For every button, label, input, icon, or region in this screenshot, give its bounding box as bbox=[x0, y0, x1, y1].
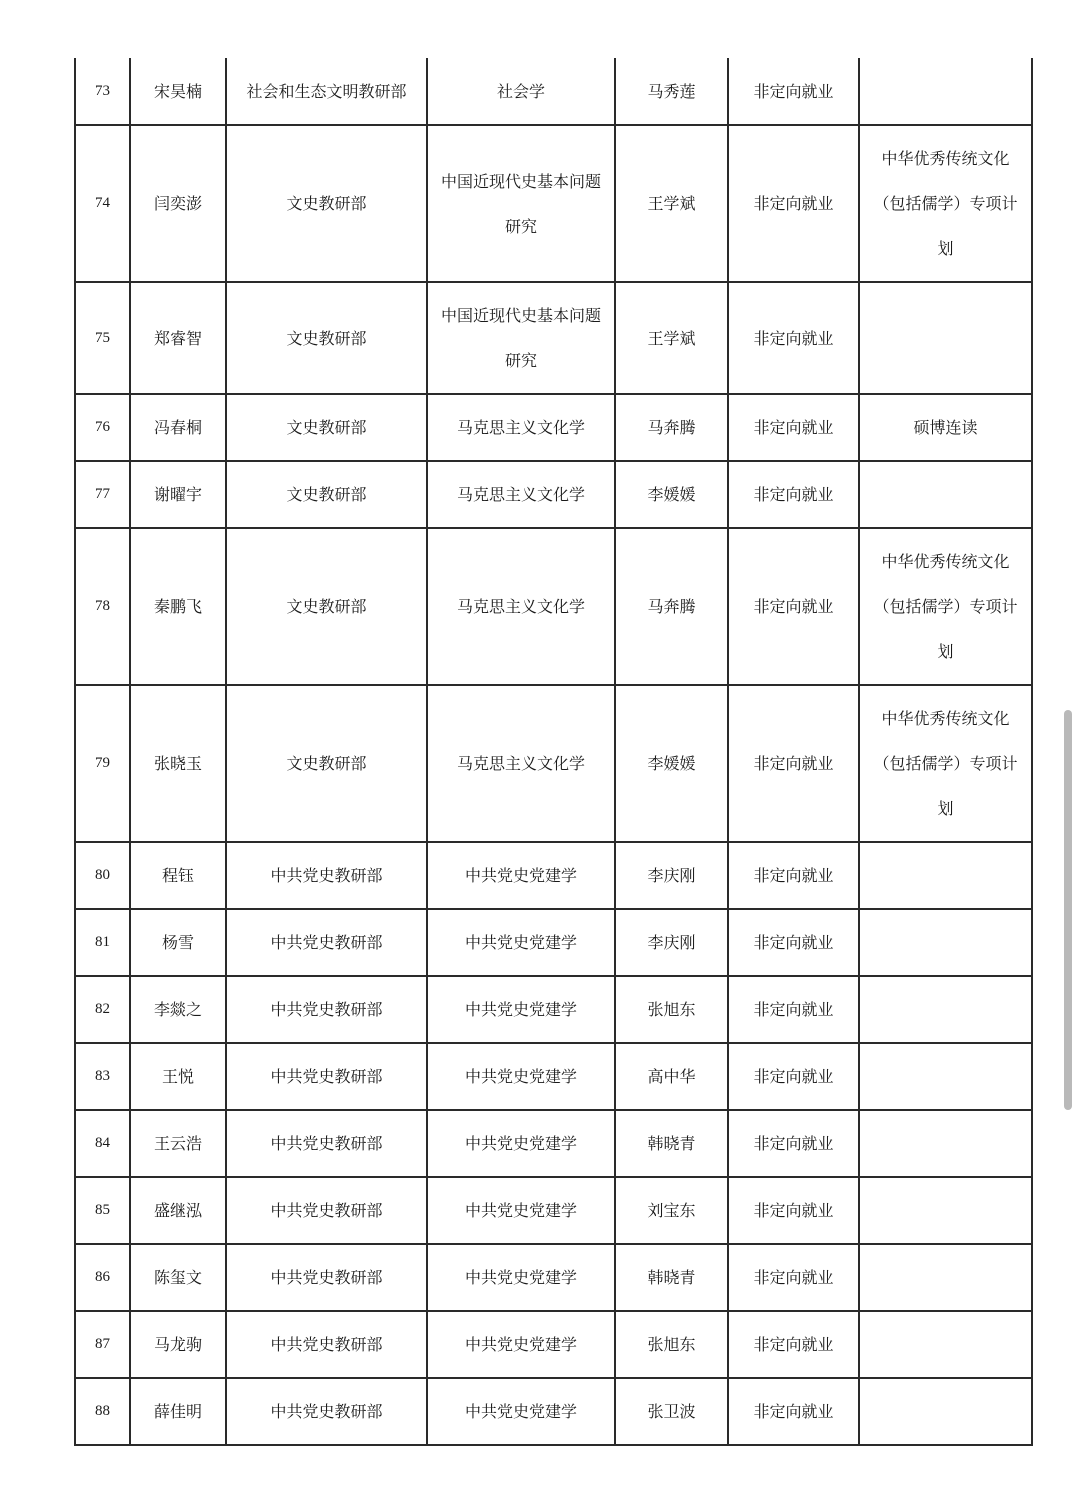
student-name: 王悦 bbox=[130, 1043, 226, 1110]
employment-type: 非定向就业 bbox=[728, 1177, 859, 1244]
major: 中共党史党建学 bbox=[427, 909, 615, 976]
student-name: 秦鹏飞 bbox=[130, 528, 226, 685]
table-row bbox=[75, 125, 1032, 282]
department: 中共党史教研部 bbox=[226, 976, 427, 1043]
department: 社会和生态文明教研部 bbox=[226, 58, 427, 125]
department: 文史教研部 bbox=[226, 125, 427, 282]
advisor: 张旭东 bbox=[615, 976, 728, 1043]
employment-type: 非定向就业 bbox=[728, 685, 859, 842]
employment-type: 非定向就业 bbox=[728, 976, 859, 1043]
department: 中共党史教研部 bbox=[226, 1043, 427, 1110]
department: 中共党史教研部 bbox=[226, 909, 427, 976]
department: 中共党史教研部 bbox=[226, 842, 427, 909]
employment-type: 非定向就业 bbox=[728, 461, 859, 528]
student-name: 张晓玉 bbox=[130, 685, 226, 842]
note: 硕博连读 bbox=[859, 394, 1032, 461]
department: 中共党史教研部 bbox=[226, 1311, 427, 1378]
employment-type: 非定向就业 bbox=[728, 1244, 859, 1311]
admission-table bbox=[74, 58, 1033, 1446]
student-name: 谢曜宇 bbox=[130, 461, 226, 528]
employment-type: 非定向就业 bbox=[728, 909, 859, 976]
major: 中共党史党建学 bbox=[427, 1311, 615, 1378]
note bbox=[859, 842, 1032, 909]
student-name: 李燚之 bbox=[130, 976, 226, 1043]
student-name: 宋昊楠 bbox=[130, 58, 226, 125]
department: 文史教研部 bbox=[226, 461, 427, 528]
advisor: 王学斌 bbox=[615, 125, 728, 282]
table-row bbox=[75, 1110, 1032, 1177]
student-name: 郑睿智 bbox=[130, 282, 226, 394]
employment-type: 非定向就业 bbox=[728, 125, 859, 282]
note: 中华优秀传统文化（包括儒学）专项计划 bbox=[859, 125, 1032, 282]
major: 马克思主义文化学 bbox=[427, 394, 615, 461]
advisor: 马奔腾 bbox=[615, 394, 728, 461]
major: 马克思主义文化学 bbox=[427, 528, 615, 685]
advisor: 李庆刚 bbox=[615, 842, 728, 909]
note bbox=[859, 282, 1032, 394]
major: 中共党史党建学 bbox=[427, 976, 615, 1043]
department: 中共党史教研部 bbox=[226, 1244, 427, 1311]
major: 中国近现代史基本问题研究 bbox=[427, 125, 615, 282]
note bbox=[859, 1378, 1032, 1445]
major: 中共党史党建学 bbox=[427, 1043, 615, 1110]
note bbox=[859, 909, 1032, 976]
table-row bbox=[75, 528, 1032, 685]
row-number: 75 bbox=[75, 282, 130, 394]
advisor: 马奔腾 bbox=[615, 528, 728, 685]
table-row bbox=[75, 461, 1032, 528]
employment-type: 非定向就业 bbox=[728, 394, 859, 461]
note: 中华优秀传统文化（包括儒学）专项计划 bbox=[859, 685, 1032, 842]
employment-type: 非定向就业 bbox=[728, 1311, 859, 1378]
advisor: 韩晓青 bbox=[615, 1110, 728, 1177]
advisor: 韩晓青 bbox=[615, 1244, 728, 1311]
major: 中共党史党建学 bbox=[427, 1378, 615, 1445]
student-name: 程钰 bbox=[130, 842, 226, 909]
row-number: 73 bbox=[75, 58, 130, 125]
employment-type: 非定向就业 bbox=[728, 58, 859, 125]
major: 中共党史党建学 bbox=[427, 1244, 615, 1311]
advisor: 张旭东 bbox=[615, 1311, 728, 1378]
note bbox=[859, 1043, 1032, 1110]
student-name: 陈玺文 bbox=[130, 1244, 226, 1311]
table-row bbox=[75, 1244, 1032, 1311]
major: 中国近现代史基本问题研究 bbox=[427, 282, 615, 394]
table-row bbox=[75, 282, 1032, 394]
employment-type: 非定向就业 bbox=[728, 842, 859, 909]
row-number: 78 bbox=[75, 528, 130, 685]
row-number: 77 bbox=[75, 461, 130, 528]
note bbox=[859, 976, 1032, 1043]
table-row bbox=[75, 909, 1032, 976]
student-name: 马龙驹 bbox=[130, 1311, 226, 1378]
department: 中共党史教研部 bbox=[226, 1177, 427, 1244]
employment-type: 非定向就业 bbox=[728, 1110, 859, 1177]
row-number: 85 bbox=[75, 1177, 130, 1244]
row-number: 76 bbox=[75, 394, 130, 461]
row-number: 87 bbox=[75, 1311, 130, 1378]
scrollbar-thumb[interactable] bbox=[1064, 710, 1072, 1110]
major: 中共党史党建学 bbox=[427, 842, 615, 909]
row-number: 83 bbox=[75, 1043, 130, 1110]
major: 中共党史党建学 bbox=[427, 1177, 615, 1244]
student-name: 闫奕澎 bbox=[130, 125, 226, 282]
note bbox=[859, 1244, 1032, 1311]
note bbox=[859, 58, 1032, 125]
student-name: 王云浩 bbox=[130, 1110, 226, 1177]
row-number: 80 bbox=[75, 842, 130, 909]
table-row bbox=[75, 1177, 1032, 1244]
table-row bbox=[75, 976, 1032, 1043]
employment-type: 非定向就业 bbox=[728, 528, 859, 685]
row-number: 79 bbox=[75, 685, 130, 842]
table-row bbox=[75, 1311, 1032, 1378]
note bbox=[859, 461, 1032, 528]
row-number: 81 bbox=[75, 909, 130, 976]
row-number: 74 bbox=[75, 125, 130, 282]
department: 文史教研部 bbox=[226, 528, 427, 685]
table-row bbox=[75, 58, 1032, 125]
note: 中华优秀传统文化（包括儒学）专项计划 bbox=[859, 528, 1032, 685]
employment-type: 非定向就业 bbox=[728, 1378, 859, 1445]
note bbox=[859, 1110, 1032, 1177]
advisor: 李媛媛 bbox=[615, 685, 728, 842]
table-row bbox=[75, 685, 1032, 842]
student-name: 盛继泓 bbox=[130, 1177, 226, 1244]
department: 文史教研部 bbox=[226, 394, 427, 461]
major: 中共党史党建学 bbox=[427, 1110, 615, 1177]
advisor: 李媛媛 bbox=[615, 461, 728, 528]
row-number: 84 bbox=[75, 1110, 130, 1177]
advisor: 王学斌 bbox=[615, 282, 728, 394]
advisor: 张卫波 bbox=[615, 1378, 728, 1445]
major: 社会学 bbox=[427, 58, 615, 125]
note bbox=[859, 1311, 1032, 1378]
department: 文史教研部 bbox=[226, 685, 427, 842]
note bbox=[859, 1177, 1032, 1244]
student-name: 冯春桐 bbox=[130, 394, 226, 461]
table-row bbox=[75, 1378, 1032, 1445]
table-row bbox=[75, 394, 1032, 461]
table-row bbox=[75, 842, 1032, 909]
major: 马克思主义文化学 bbox=[427, 685, 615, 842]
department: 中共党史教研部 bbox=[226, 1378, 427, 1445]
advisor: 高中华 bbox=[615, 1043, 728, 1110]
employment-type: 非定向就业 bbox=[728, 1043, 859, 1110]
employment-type: 非定向就业 bbox=[728, 282, 859, 394]
table-row bbox=[75, 1043, 1032, 1110]
department: 文史教研部 bbox=[226, 282, 427, 394]
major: 马克思主义文化学 bbox=[427, 461, 615, 528]
row-number: 86 bbox=[75, 1244, 130, 1311]
department: 中共党史教研部 bbox=[226, 1110, 427, 1177]
student-name: 杨雪 bbox=[130, 909, 226, 976]
advisor: 李庆刚 bbox=[615, 909, 728, 976]
advisor: 马秀莲 bbox=[615, 58, 728, 125]
student-name: 薛佳明 bbox=[130, 1378, 226, 1445]
advisor: 刘宝东 bbox=[615, 1177, 728, 1244]
row-number: 88 bbox=[75, 1378, 130, 1445]
row-number: 82 bbox=[75, 976, 130, 1043]
